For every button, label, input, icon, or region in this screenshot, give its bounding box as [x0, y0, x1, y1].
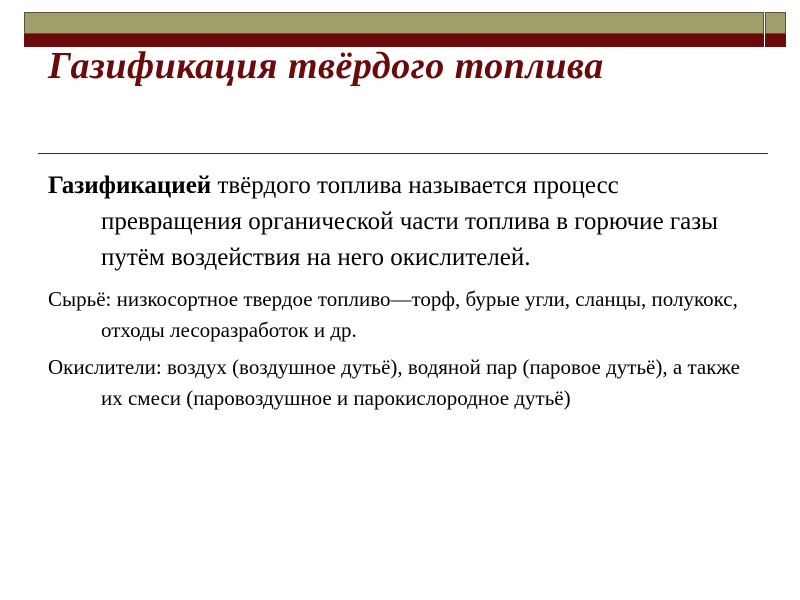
oxidizers-paragraph: Окислители: воздух (воздушное дутьё), водяной пар (паровое дутьё), а также их смеси (паровоздушное и парокислородное дутьё): [48, 355, 740, 410]
definition-text: твёрдого топлива называется процесс превращения органической части топлива в горючие газы путём воздействия на него окислителей.: [101, 172, 718, 271]
slide-title: Газификация твёрдого топлива: [48, 45, 604, 87]
slide-body: [48, 168, 748, 414]
definition-paragraph: [48, 168, 748, 276]
title-divider: [38, 153, 768, 154]
definition-term: Газификацией: [48, 172, 212, 199]
corner-square-olive: [765, 12, 786, 34]
header-band-olive: [24, 12, 764, 34]
raw-materials-paragraph: Сырьё: низкосортное твердое топливо—торф, бурые угли, сланцы, полукокс, отходы лесоразработок и др.: [48, 287, 738, 342]
corner-square-red: [765, 34, 786, 47]
